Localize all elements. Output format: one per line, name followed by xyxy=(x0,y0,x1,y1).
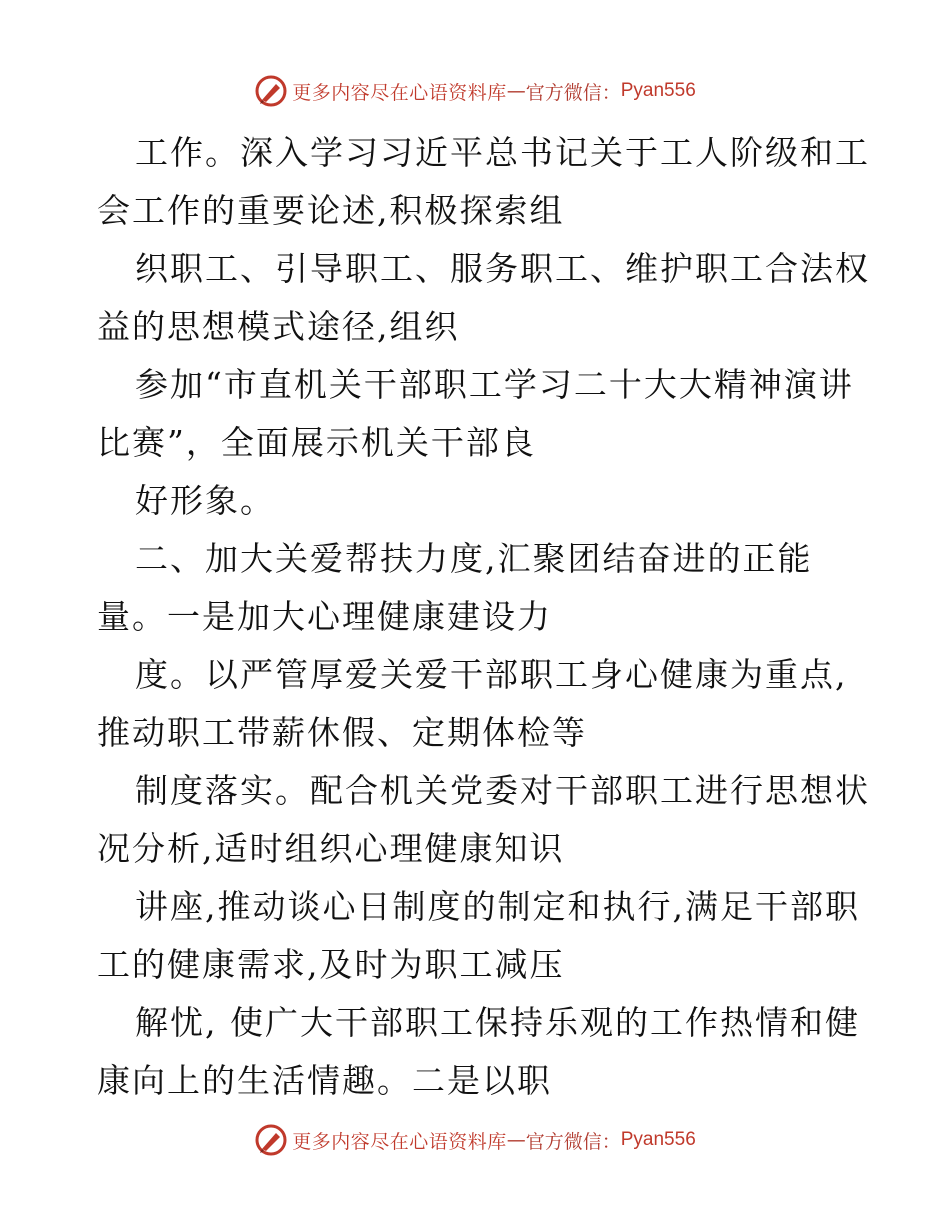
text-line: 康向上的生活情趣。二是以职 xyxy=(97,1061,552,1100)
banner-dash: — xyxy=(506,80,526,102)
text-line: 会工作的重要论述,积极探索组 xyxy=(97,191,565,230)
text-line: 工的健康需求,及时为职工减压 xyxy=(97,945,565,984)
text-line: 益的思想模式途径,组织 xyxy=(97,307,460,346)
text-line: 二、加大关爱帮扶力度,汇聚团结奋进的正能 xyxy=(135,539,813,578)
banner-text: 更多内容尽在心语资料库 xyxy=(292,81,507,104)
document-body xyxy=(97,124,870,1110)
text-line: 好形象。 xyxy=(135,481,275,520)
text-line: 讲座,推动谈心日制度的制定和执行,满足干部职 xyxy=(135,887,860,926)
banner-official-label: 官方微信： xyxy=(525,81,621,104)
text-line: 制度落实。配合机关党委对干部职工进行思想状 xyxy=(135,771,870,810)
text-line: 况分析,适时组织心理健康知识 xyxy=(97,829,565,868)
text-line: 织职工、引导职工、服务职工、维护职工合法权 xyxy=(135,249,870,288)
text-line: 比赛”，全面展示机关干部良 xyxy=(97,423,536,462)
banner-official-label: 官方微信： xyxy=(525,1130,621,1153)
banner-dash: — xyxy=(506,1129,526,1151)
text-line: 参加“市直机关干部职工学习二十大大精神演讲 xyxy=(135,365,854,404)
text-line: 解忧, 使广大干部职工保持乐观的工作热情和健 xyxy=(135,1003,860,1042)
banner-text: 更多内容尽在心语资料库 xyxy=(292,1130,507,1153)
banner-wechat-id: Pyan556 xyxy=(620,80,696,101)
pen-logo-icon xyxy=(254,1123,288,1157)
text-line: 工作。深入学习习近平总书记关于工人阶级和工 xyxy=(135,133,870,172)
banner-wechat-id: Pyan556 xyxy=(620,1129,696,1150)
text-line: 推动职工带薪休假、定期体检等 xyxy=(97,713,587,752)
header-banner xyxy=(0,73,950,109)
pen-logo-icon xyxy=(254,74,288,108)
text-line: 量。一是加大心理健康建设力 xyxy=(97,597,552,636)
footer-banner xyxy=(0,1122,950,1158)
text-line: 度。以严管厚爱关爱干部职工身心健康为重点, xyxy=(135,655,848,694)
